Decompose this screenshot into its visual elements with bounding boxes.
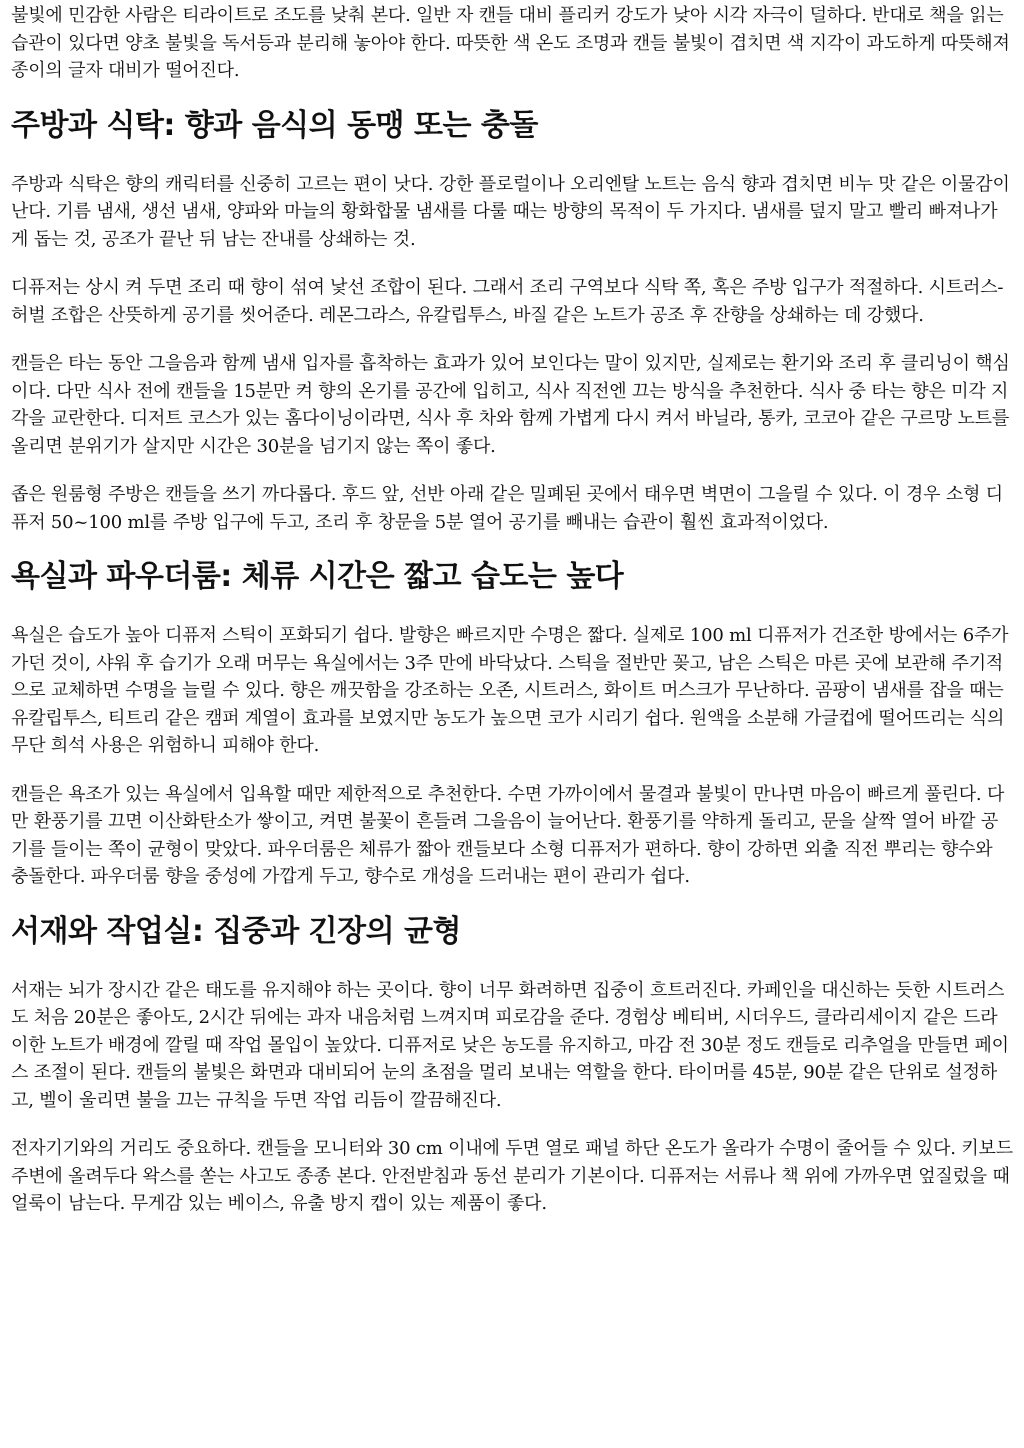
bathroom-paragraph-2: 캔들은 욕조가 있는 욕실에서 입욕할 때만 제한적으로 추천한다. 수면 가까이에서 물결과 불빛이 만나면 마음이 빠르게 풀린다. 다만 환풍기를 끄면 이산화탄소가 쌓이고, 켜면 불꽃이 흔들려 그을음이 늘어난다. 환풍기를 약하게 돌리고, 문을 살짝 열어 바깥 공기를 들이는 쪽이 균형이 맞았다. 파우더룸은 체류가 짧아 캔들보다 소형 디퓨저가 편하다. 향이 강하면 외출 직전 뿌리는 향수와 충돌한다. 파우더룸 향을 중성에 가깝게 두고, 향수로 개성을 드러내는 편이 관리가 쉽다.	[11, 783, 1005, 887]
kitchen-paragraph-1: 주방과 식탁은 향의 캐릭터를 신중히 고르는 편이 낫다. 강한 플로럴이나 오리엔탈 노트는 음식 향과 겹치면 비누 맛 같은 이물감이 난다. 기름 냄새, 생선 냄새, 양파와 마늘의 황화합물 냄새를 다룰 때는 방향의 목적이 두 가지다. 냄새를 덮지 말고 빨리 빠져나가게 돕는 것, 공조가 끝난 뒤 남는 잔내를 상쇄하는 것.	[11, 173, 1010, 250]
study-paragraph-2: 전자기기와의 거리도 중요하다. 캔들을 모니터와 30 cm 이내에 두면 열로 패널 하단 온도가 올라가 수명이 줄어들 수 있다. 키보드 주변에 올려두다 왁스를 쏟는 사고도 종종 본다. 안전받침과 동선 분리가 기본이다. 디퓨저는 서류나 책 위에 가까우면 엎질렀을 때 얼룩이 남는다. 무게감 있는 베이스, 유출 방지 캡이 있는 제품이 좋다.	[11, 1138, 1013, 1214]
section-heading-study: 서재와 작업실: 집중과 긴장의 균형	[11, 913, 461, 949]
kitchen-paragraph-3: 캔들은 타는 동안 그을음과 함께 냄새 입자를 흡착하는 효과가 있어 보인다는 말이 있지만, 실제로는 환기와 조리 후 클리닝이 핵심이다. 다만 식사 전에 캔들을 15분만 켜 향의 온기를 공간에 입히고, 식사 직전엔 끄는 방식을 추천한다. 식사 중 타는 향은 미각 지각을 교란한다. 디저트 코스가 있는 홈다이닝이라면, 식사 후 차와 함께 가볍게 다시 켜서 바닐라, 통카, 코코아 같은 구르망 노트를 올리면 분위기가 살지만 시간은 30분을 넘기지 않는 쪽이 좋다.	[11, 353, 1010, 457]
kitchen-paragraph-2: 디퓨저는 상시 켜 두면 조리 때 향이 섞여 낯선 조합이 된다. 그래서 조리 구역보다 식탁 쪽, 혹은 주방 입구가 적절하다. 시트러스-허벌 조합은 산뜻하게 공기를 씻어준다. 레몬그라스, 유칼립투스, 바질 같은 노트가 공조 후 잔향을 상쇄하는 데 강했다.	[11, 277, 1004, 326]
bathroom-paragraph-1: 욕실은 습도가 높아 디퓨저 스틱이 포화되기 쉽다. 발향은 빠르지만 수명은 짧다. 실제로 100 ml 디퓨저가 건조한 방에서는 6주가 가던 것이, 샤워 후 습기가 오래 머무는 욕실에서는 3주 만에 바닥났다. 스틱을 절반만 꽂고, 남은 스틱은 마른 곳에 보관해 주기적으로 교체하면 수명을 늘릴 수 있다. 향은 깨끗함을 강조하는 오존, 시트러스, 화이트 머스크가 무난하다. 곰팡이 냄새를 잡을 때는 유칼립투스, 티트리 같은 캠퍼 계열이 효과를 보였지만 농도가 높으면 코가 시리기 쉽다. 원액을 소분해 가글컵에 떨어뜨리는 식의 무단 희석 사용은 위험하니 피해야 한다.	[11, 625, 1009, 756]
article	[11, 0, 1013, 1239]
kitchen-paragraph-4: 좁은 원룸형 주방은 캔들을 쓰기 까다롭다. 후드 앞, 선반 아래 같은 밀폐된 곳에서 태우면 벽면이 그을릴 수 있다. 이 경우 소형 디퓨저 50~100 ml를 주방 입구에 두고, 조리 후 창문을 5분 열어 공기를 빼내는 습관이 훨씬 효과적이었다.	[11, 484, 1003, 533]
section-heading-bathroom: 욕실과 파우더룸: 체류 시간은 짧고 습도는 높다	[11, 559, 624, 594]
study-paragraph-1: 서재는 뇌가 장시간 같은 태도를 유지해야 하는 곳이다. 향이 너무 화려하면 집중이 흐트러진다. 카페인을 대신하는 듯한 시트러스도 처음 20분은 좋아도, 2시간 뒤에는 과자 내음처럼 느껴지며 피로감을 준다. 경험상 베티버, 시더우드, 클라리세이지 같은 드라이한 노트가 배경에 깔릴 때 작업 몰입이 높았다. 디퓨저로 낮은 농도를 유지하고, 마감 전 30분 정도 캔들로 리추얼을 만들면 페이스 조절이 된다. 캔들의 불빛은 화면과 대비되어 눈의 초점을 멀리 보내는 역할을 한다. 타이머를 45분, 90분 같은 단위로 설정하고, 벨이 울리면 불을 끄는 규칙을 두면 작업 리듬이 깔끔해진다.	[11, 979, 1009, 1111]
section-heading-kitchen: 주방과 식탁: 향과 음식의 동맹 또는 충돌	[11, 107, 538, 143]
intro-paragraph: 불빛에 민감한 사람은 티라이트로 조도를 낮춰 본다. 일반 자 캔들 대비 플리커 강도가 낮아 시각 자극이 덜하다. 반대로 책을 읽는 습관이 있다면 양초 불빛을 독서등과 분리해 놓아야 한다. 따뜻한 색 온도 조명과 캔들 불빛이 겹치면 색 지각이 과도하게 따뜻해져 종이의 글자 대비가 떨어진다.	[11, 5, 1010, 81]
